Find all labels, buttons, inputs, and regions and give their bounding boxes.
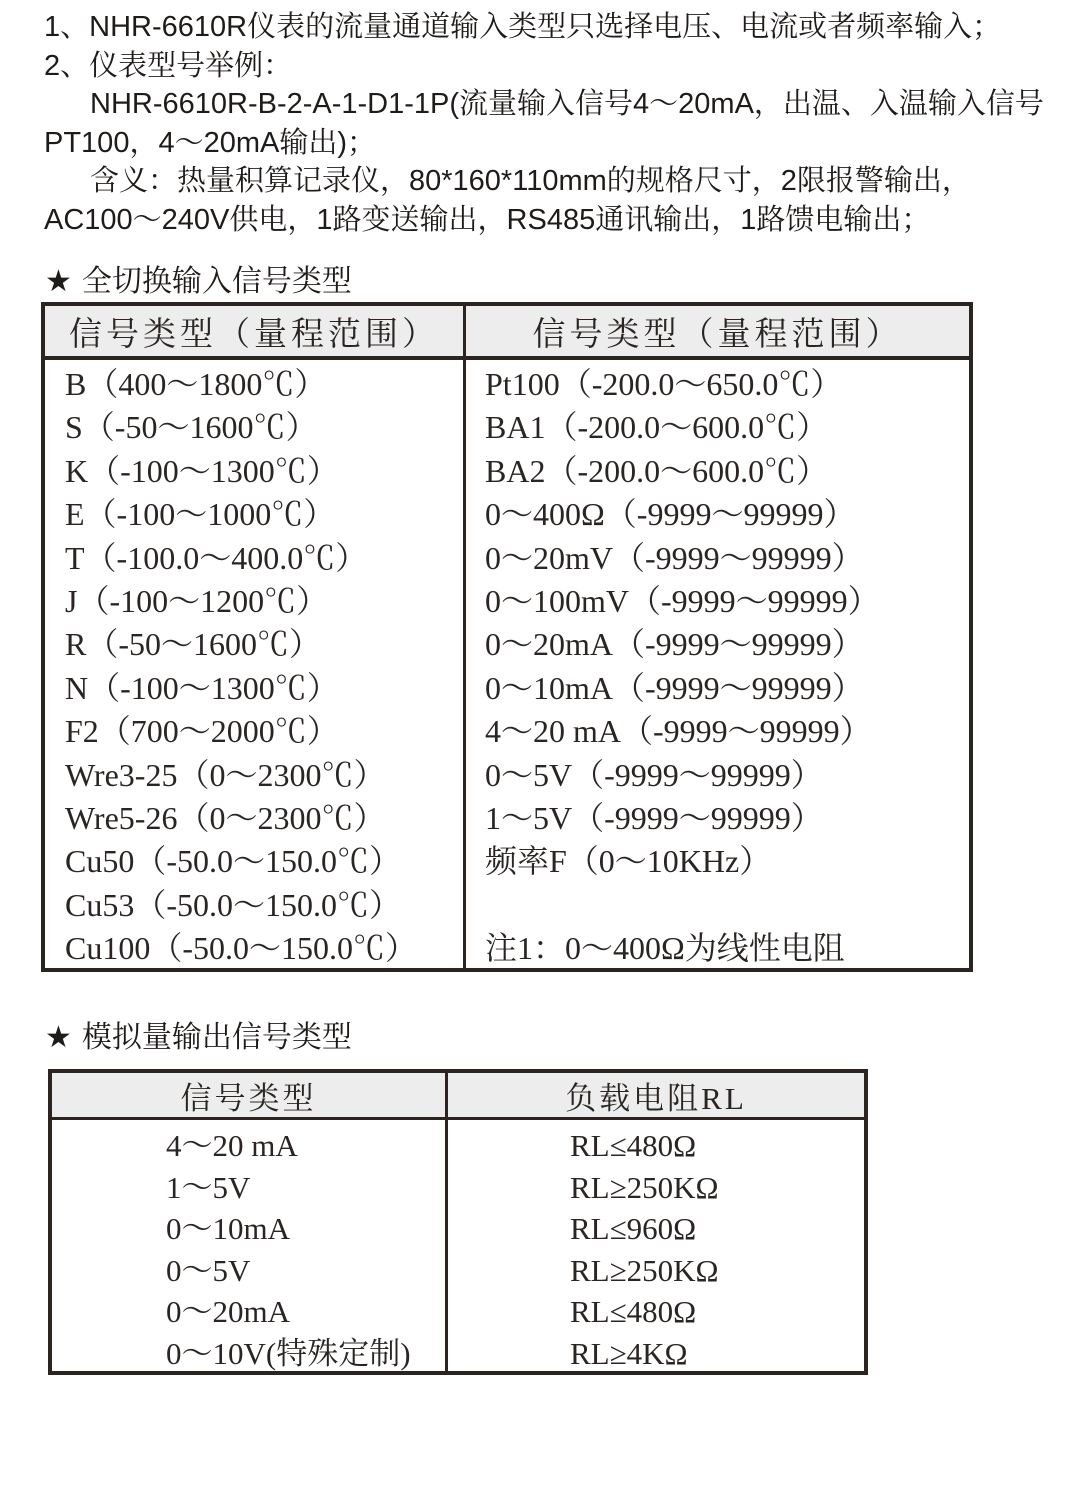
signal-range-entry: E（-100～1000℃）: [65, 496, 336, 533]
signal-range-entry: R（-50～1600℃）: [65, 626, 322, 663]
load-resistance-entry: RL≤480Ω: [570, 1294, 697, 1329]
intro-line: PT100，4～20mA输出)；: [44, 126, 376, 159]
signal-range-entry: 0～20mA（-9999～99999）: [485, 626, 864, 663]
signal-range-entry: N（-100～1300℃）: [65, 669, 339, 706]
signal-range-entry: 4～20 mA（-9999～99999）: [485, 713, 872, 750]
load-resistance-entry: RL≥250KΩ: [570, 1252, 719, 1288]
output-signal-entry: 1～5V: [166, 1169, 251, 1205]
signal-range-entry: [485, 884, 969, 927]
signal-range-entry: 注1：0～400Ω为线性电阻: [485, 930, 845, 967]
input-table-header-left: 信号类型（量程范围）: [45, 306, 466, 356]
intro-line: NHR-6610R-B-2-A-1-D1-1P(流量输入信号4～20mA，出温、入温输入信号: [90, 88, 1044, 121]
intro-line: 2、仪表型号举例：: [44, 49, 293, 82]
star-icon: ★: [45, 265, 72, 298]
signal-range-entry: K（-100～1300℃）: [65, 452, 339, 489]
input-table-header-right: 信号类型（量程范围）: [532, 316, 903, 353]
section-heading-input-signals: [45, 256, 352, 300]
signal-range-entry: B（400～1800℃）: [65, 366, 327, 402]
intro-line: 1、NHR-6610R仪表的流量通道输入类型只选择电压、电流或者频率输入；: [44, 11, 1002, 43]
input-table-right-column: [466, 360, 969, 971]
input-signal-table: [41, 302, 973, 972]
signal-range-entry: Cu50（-50.0～150.0℃）: [65, 843, 402, 880]
output-signal-table: [48, 1069, 868, 1375]
intro-paragraphs: [44, 8, 1054, 240]
signal-range-entry: 0～100mV（-9999～99999）: [485, 583, 880, 620]
load-resistance-entry: RL≤480Ω: [570, 1128, 697, 1163]
signal-range-entry: BA1（-200.0～600.0℃）: [485, 409, 829, 446]
output-signal-entry: 0～10mA: [166, 1211, 290, 1246]
intro-line: 含义：热量积算记录仪，80*160*110mm的规格尺寸，2限报警输出，: [90, 165, 971, 198]
intro-line: AC100～240V供电，1路变送输出，RS485通讯输出，1路馈电输出；: [44, 203, 931, 236]
star-icon: ★: [45, 1021, 72, 1054]
output-signal-entry: 0～5V: [166, 1252, 251, 1288]
section-title: 全切换输入信号类型: [81, 265, 352, 298]
section-title: 模拟量输出信号类型: [81, 1021, 352, 1054]
input-table-left-column: [45, 360, 466, 971]
signal-range-entry: T（-100.0～400.0℃）: [65, 539, 368, 576]
output-signal-entry: 0～10V(特殊定制): [166, 1335, 411, 1371]
output-signal-entry: 0～20mA: [166, 1294, 290, 1329]
signal-range-entry: Wre5-26（0～2300℃）: [65, 800, 386, 837]
load-resistance-entry: RL≥4KΩ: [570, 1335, 688, 1371]
signal-range-entry: BA2（-200.0～600.0℃）: [485, 452, 829, 489]
signal-range-entry: 频率F（0～10KHz）: [485, 843, 772, 880]
signal-range-entry: Cu100（-50.0～150.0℃）: [65, 930, 418, 967]
signal-range-entry: J（-100～1200℃）: [65, 583, 329, 620]
signal-range-entry: 0～400Ω（-9999～99999）: [485, 496, 856, 533]
input-table-body: [45, 360, 969, 971]
load-resistance-entry: RL≤960Ω: [570, 1211, 697, 1246]
signal-range-entry: Cu53（-50.0～150.0℃）: [65, 886, 402, 923]
output-table-load-column: [448, 1120, 864, 1374]
output-table-header-load: 负载电阻RL: [565, 1080, 747, 1116]
signal-range-entry: 0～5V（-9999～99999）: [485, 756, 823, 793]
signal-range-entry: F2（700～2000℃）: [65, 713, 339, 750]
load-resistance-entry: RL≥250KΩ: [570, 1169, 719, 1205]
output-table-signal-column: [52, 1120, 448, 1374]
input-table-header-row: [45, 306, 969, 360]
signal-range-entry: S（-50～1600℃）: [65, 409, 318, 446]
signal-range-entry: Wre3-25（0～2300℃）: [65, 756, 386, 793]
signal-range-entry: 0～20mV（-9999～99999）: [485, 539, 864, 576]
section-heading-output-signals: [45, 1012, 352, 1056]
output-table-header-row: [52, 1073, 864, 1120]
output-table-header-signal: 信号类型: [52, 1073, 448, 1117]
signal-range-entry: 1～5V（-9999～99999）: [485, 800, 823, 837]
signal-range-entry: 0～10mA（-9999～99999）: [485, 669, 864, 706]
output-signal-entry: 4～20 mA: [166, 1128, 298, 1163]
output-table-body: [52, 1120, 864, 1374]
signal-range-entry: Pt100（-200.0～650.0℃）: [485, 366, 843, 402]
